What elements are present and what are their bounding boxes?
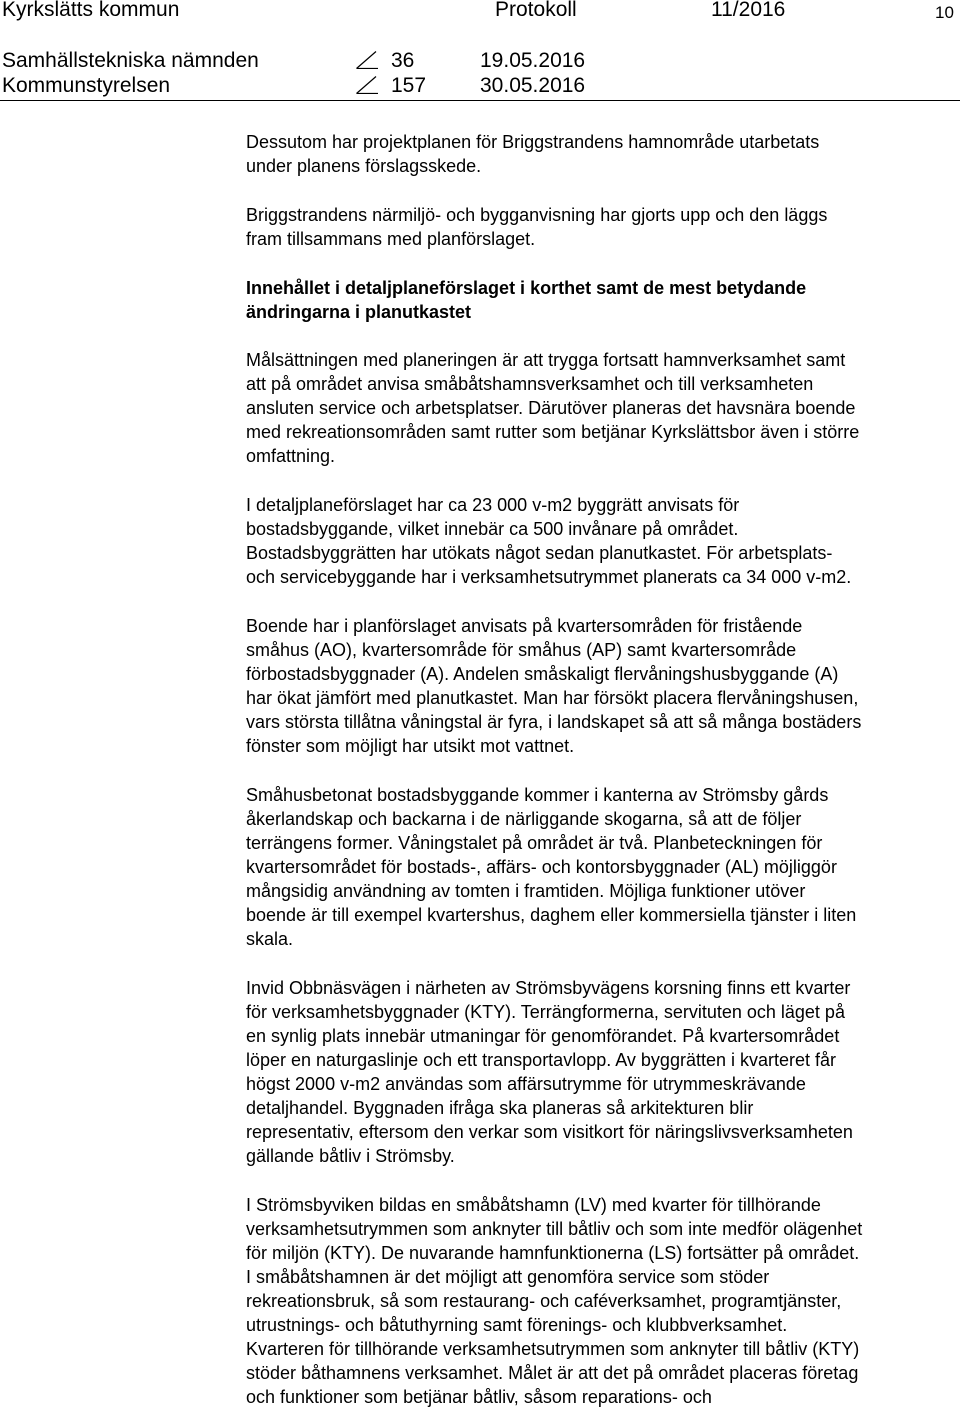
- section-heading: Innehållet i detaljplaneförslaget i korthet samt de mest betydande ändringarna i planutkastet: [246, 278, 807, 322]
- committee-section: 36: [391, 49, 415, 72]
- paragraph-housing: Boende har i planförslaget anvisats på kvartersområden för fristående småhus (AO), kvartersområde för småhus (AP) samt kvartersområde förbostadsbyggnader (A). Andelen småskaligt flervåningshusbyggande (A) har ökat jämfört med planutkastet. Man har försökt placera flervåningshusen, vars största tillåtna våningstal är fyra, i landskapet så att så många bostäders fönster som möjligt har utsikt mot vattnet.: [246, 616, 862, 756]
- paragraph-business-block: Invid Obbnäsvägen i närheten av Strömsbyvägens korsning finns ett kvarter för verksamhetsbyggnader (KTY). Terrängformerna, servituten och läget på en synlig plats innebär utmaningar för genomförandet. På kvartersområdet löper en naturgaslinje och ett transportavlopp. Av byggrätten i kvarteret får högst 2000 v-m2 användas som affärsutrymme för utrymmeskrävande detaljhandel. Byggnaden ifråga ska planeras så arkitekturen blir representativ, eftersom den verkar som visitkort för näringslivsverksamheten gällande båtliv i Strömsby.: [246, 978, 853, 1166]
- board-section: 157: [391, 74, 427, 97]
- committee-date: 19.05.2016: [480, 49, 586, 72]
- header-divider: [0, 100, 960, 101]
- document-body: [246, 130, 960, 1409]
- paragraph-marina: I Strömsbyviken bildas en småbåtshamn (LV) med kvarter för tillhörande verksamhetsutrymmen som anknyter till båtliv och som inte medför olägenhet för miljön (KTY). De nuvarande hamnfunktionerna (LS) fortsätter på området. I småbåtshamnen är det möjligt att genomföra service som stöder rekreationsbruk, så som restaurang- och caféverksamhet, programtjänster, utrustnings- och båtuthyrning samt förenings- och klubbverksamhet. Kvarteren för tillhörande verksamhetsutrymmen som anknyter till båtliv (KTY) stöder båthamnens verksamhet. Målet är att det på området placeras företag och funktioner som betjänar båtliv, såsom reparations- och: [246, 1195, 863, 1407]
- document-number: 11/2016: [711, 0, 786, 21]
- paragraph-project-plan: Dessutom har projektplanen för Briggstrandens hamnområde utarbetats under planens förslagsskede.: [246, 132, 820, 176]
- page-number: 10: [935, 3, 954, 22]
- paragraph-objectives: Målsättningen med planeringen är att trygga fortsatt hamnverksamhet samt att på området anvisa småbåtshamnsverksamhet och till verksamheten ansluten service och arbetsplatser. Därutöver planeras det havsnära boende med rekreationsområden samt rutter som betjänar Kyrkslättsbor även i större omfattning.: [246, 350, 860, 466]
- paragraph-building-rights: I detaljplaneförslaget har ca 23 000 v-m2 byggrätt anvisats för bostadsbyggande, vilket innebär ca 500 invånare på området. Bostadsbyggrätten har utökats något sedan planutkastet. För arbetsplats- och servicebyggande har i verksamhetsutrymmet planerats ca 34 000 v-m2.: [246, 495, 852, 587]
- section-sign-icon: [356, 76, 378, 94]
- board-name: Kommunstyrelsen: [2, 74, 171, 97]
- section-sign-icon: [356, 51, 378, 69]
- board-date: 30.05.2016: [480, 74, 586, 97]
- paragraph-small-houses: Småhusbetonat bostadsbyggande kommer i kanterna av Strömsby gårds åkerlandskap och backarna i de närliggande skogarna, så att de följer terrängens former. Våningstalet på området är två. Planbeteckningen för kvartersområdet för bostads-, affärs- och kontorsbyggnader (AL) möjliggör mångsidig användning av tomten i framtiden. Möjliga funktioner utöver boende är till exempel kvartershus, daghem eller kommersiella tjänster i liten skala.: [246, 785, 857, 949]
- committee-name: Samhällstekniska nämnden: [2, 49, 259, 72]
- paragraph-building-guide: Briggstrandens närmiljö- och bygganvisning har gjorts upp och den läggs fram tillsammans med planförslaget.: [246, 205, 828, 249]
- document-type: Protokoll: [495, 0, 577, 21]
- municipality-name: Kyrkslätts kommun: [2, 0, 180, 21]
